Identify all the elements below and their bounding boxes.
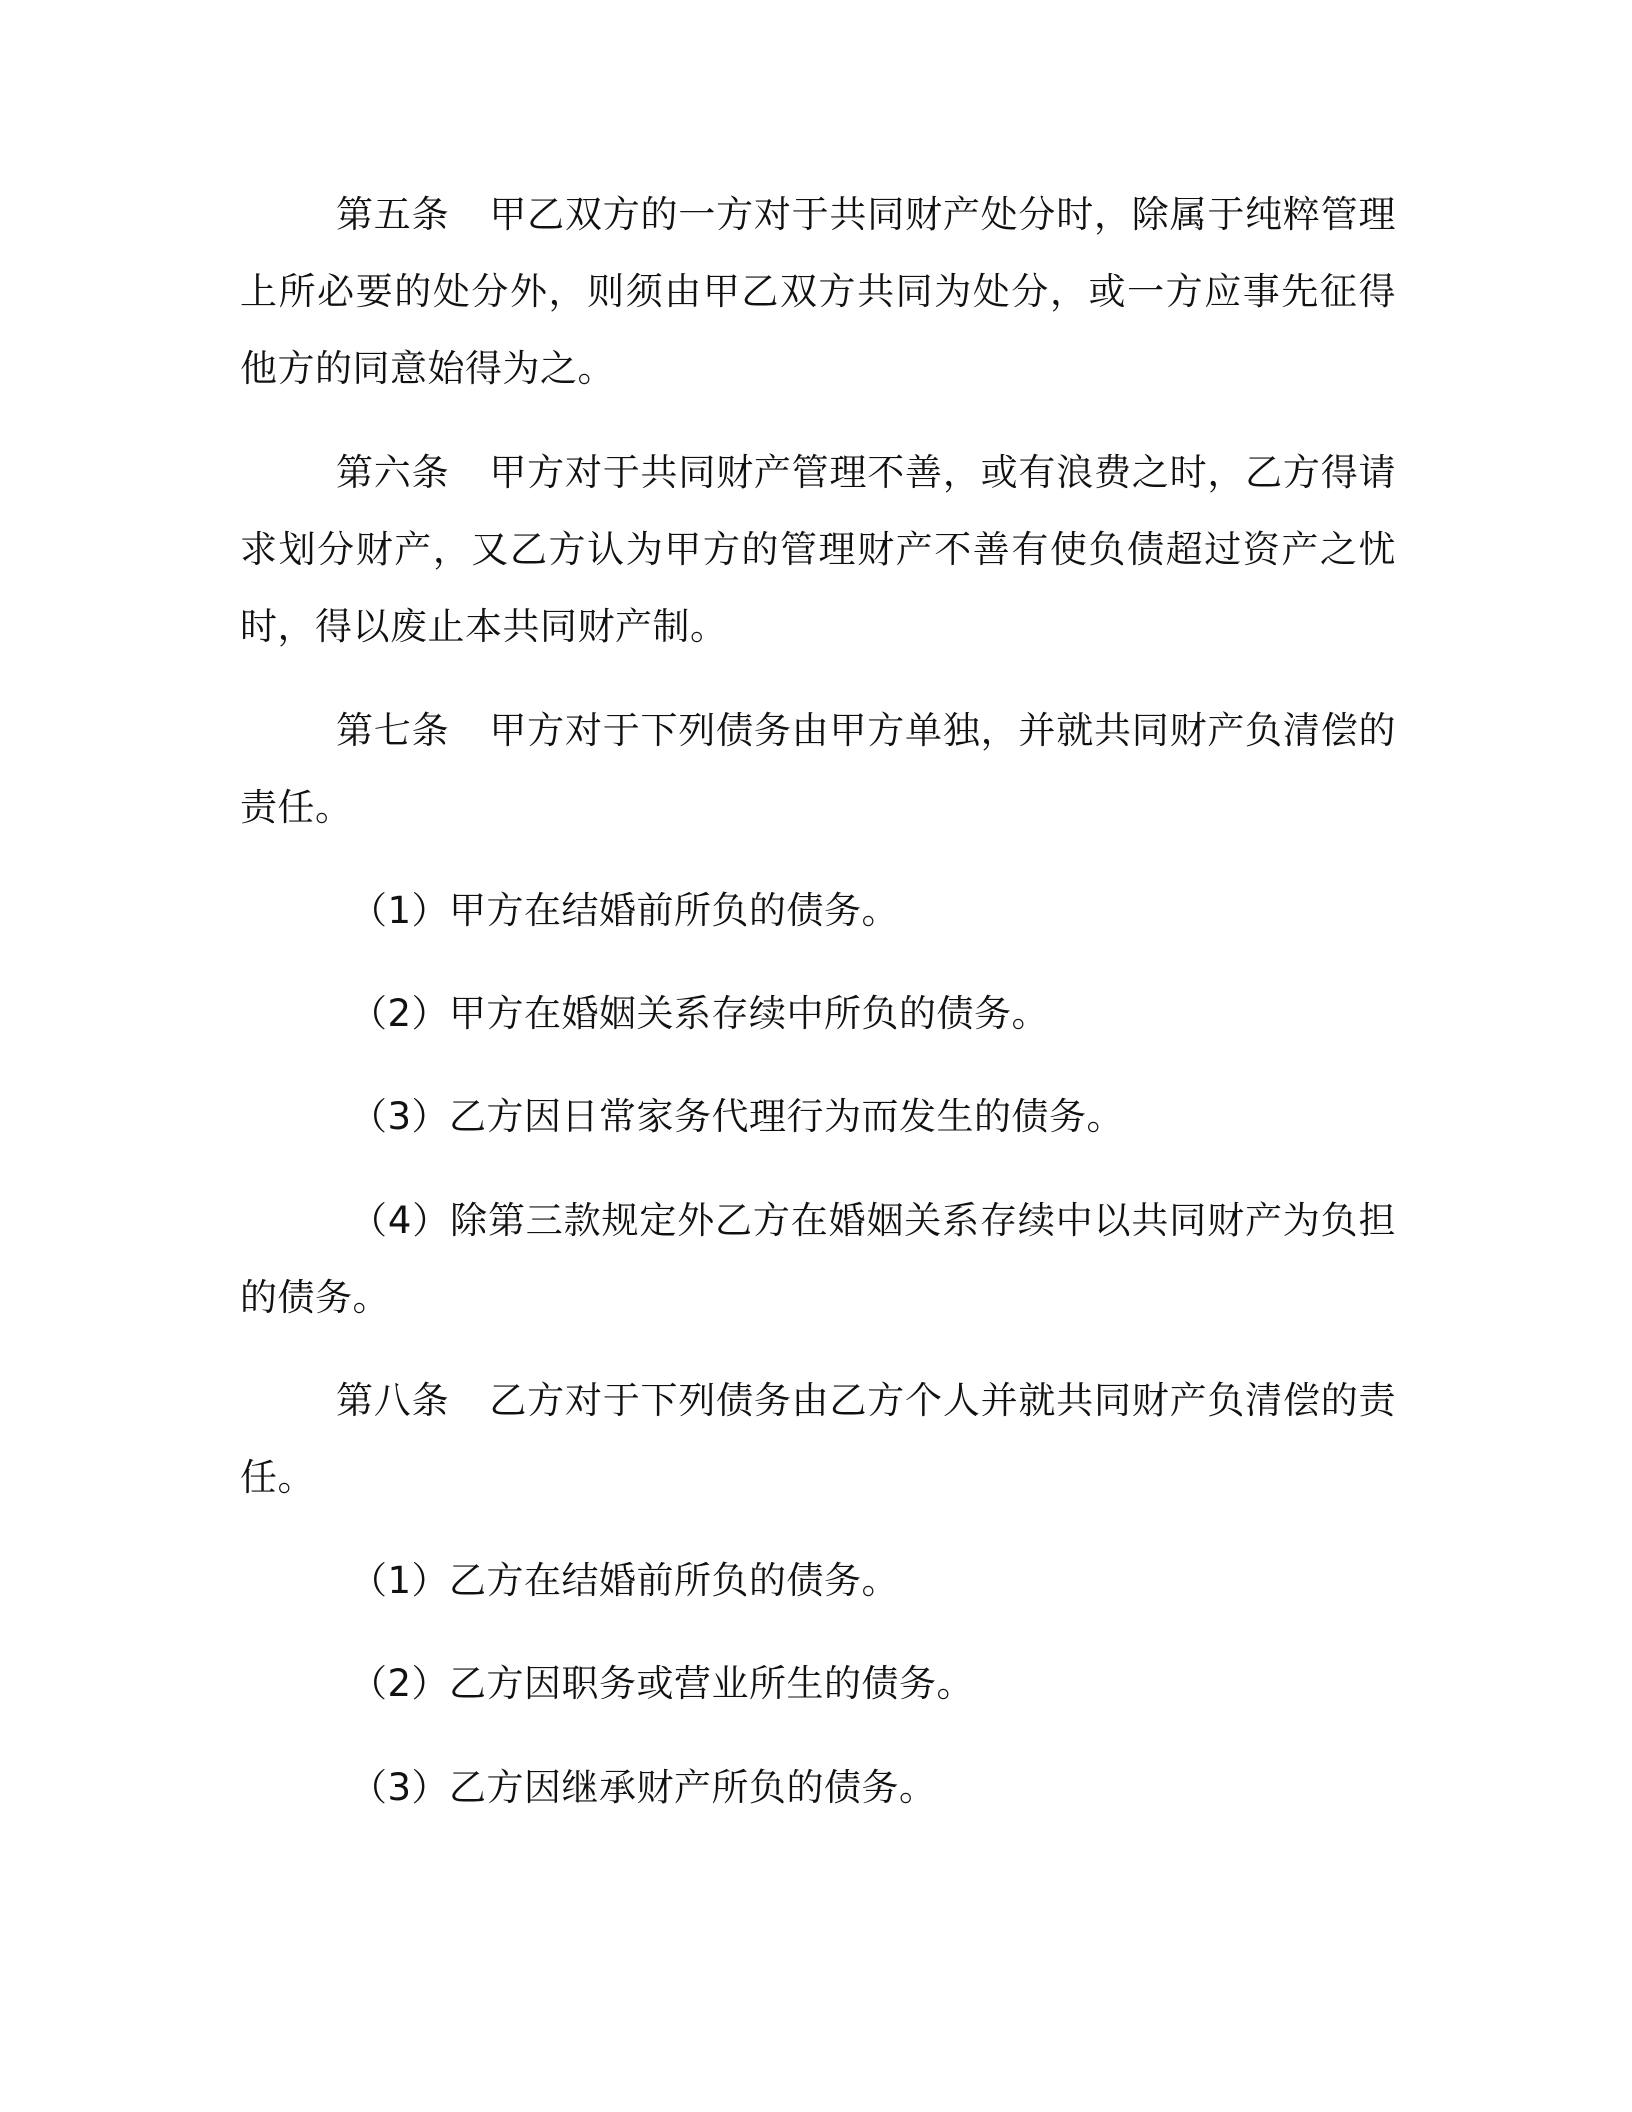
article-7-item-1: （1）甲方在结婚前所负的债务。 [350, 889, 900, 932]
article-6-heading: 第六条 [336, 451, 450, 494]
article-6 [240, 434, 1396, 665]
article-5-text: 甲乙双方的一方对于共同财产处分时，除属于纯粹管理上所必要的处分外，则须由甲乙双方共同为处分，或一方应事先征得他方的同意始得为之。 [240, 193, 1397, 390]
article-7-item-2: （2）甲方在婚姻关系存续中所负的债务。 [350, 992, 1050, 1035]
article-8-heading: 第八条 [336, 1379, 450, 1422]
article-8 [240, 1362, 1396, 1516]
article-6-text: 甲方对于共同财产管理不善，或有浪费之时，乙方得请求划分财产，又乙方认为甲方的管理财产不善有使负债超过资产之忧时，得以废止本共同财产制。 [240, 451, 1397, 648]
article-5-heading: 第五条 [336, 193, 450, 236]
article-8-item-3: （3）乙方因继承财产所负的债务。 [350, 1766, 937, 1809]
article-7-text: 甲方对于下列债务由甲方单独，并就共同财产负清偿的责任。 [240, 709, 1397, 829]
article-8-text: 乙方对于下列债务由乙方个人并就共同财产负清偿的责任。 [240, 1379, 1397, 1499]
article-5 [240, 176, 1396, 407]
article-8-item-1: （1）乙方在结婚前所负的债务。 [350, 1559, 900, 1602]
article-7-item-4: （4）除第三款规定外乙方在婚姻关系存续中以共同财产为负担的债务。 [240, 1199, 1396, 1319]
article-8-item-2: （2）乙方因职务或营业所生的债务。 [350, 1662, 975, 1705]
article-7 [240, 692, 1396, 846]
article-7-item-3: （3）乙方因日常家务代理行为而发生的债务。 [350, 1095, 1125, 1138]
article-7-heading: 第七条 [336, 709, 450, 752]
